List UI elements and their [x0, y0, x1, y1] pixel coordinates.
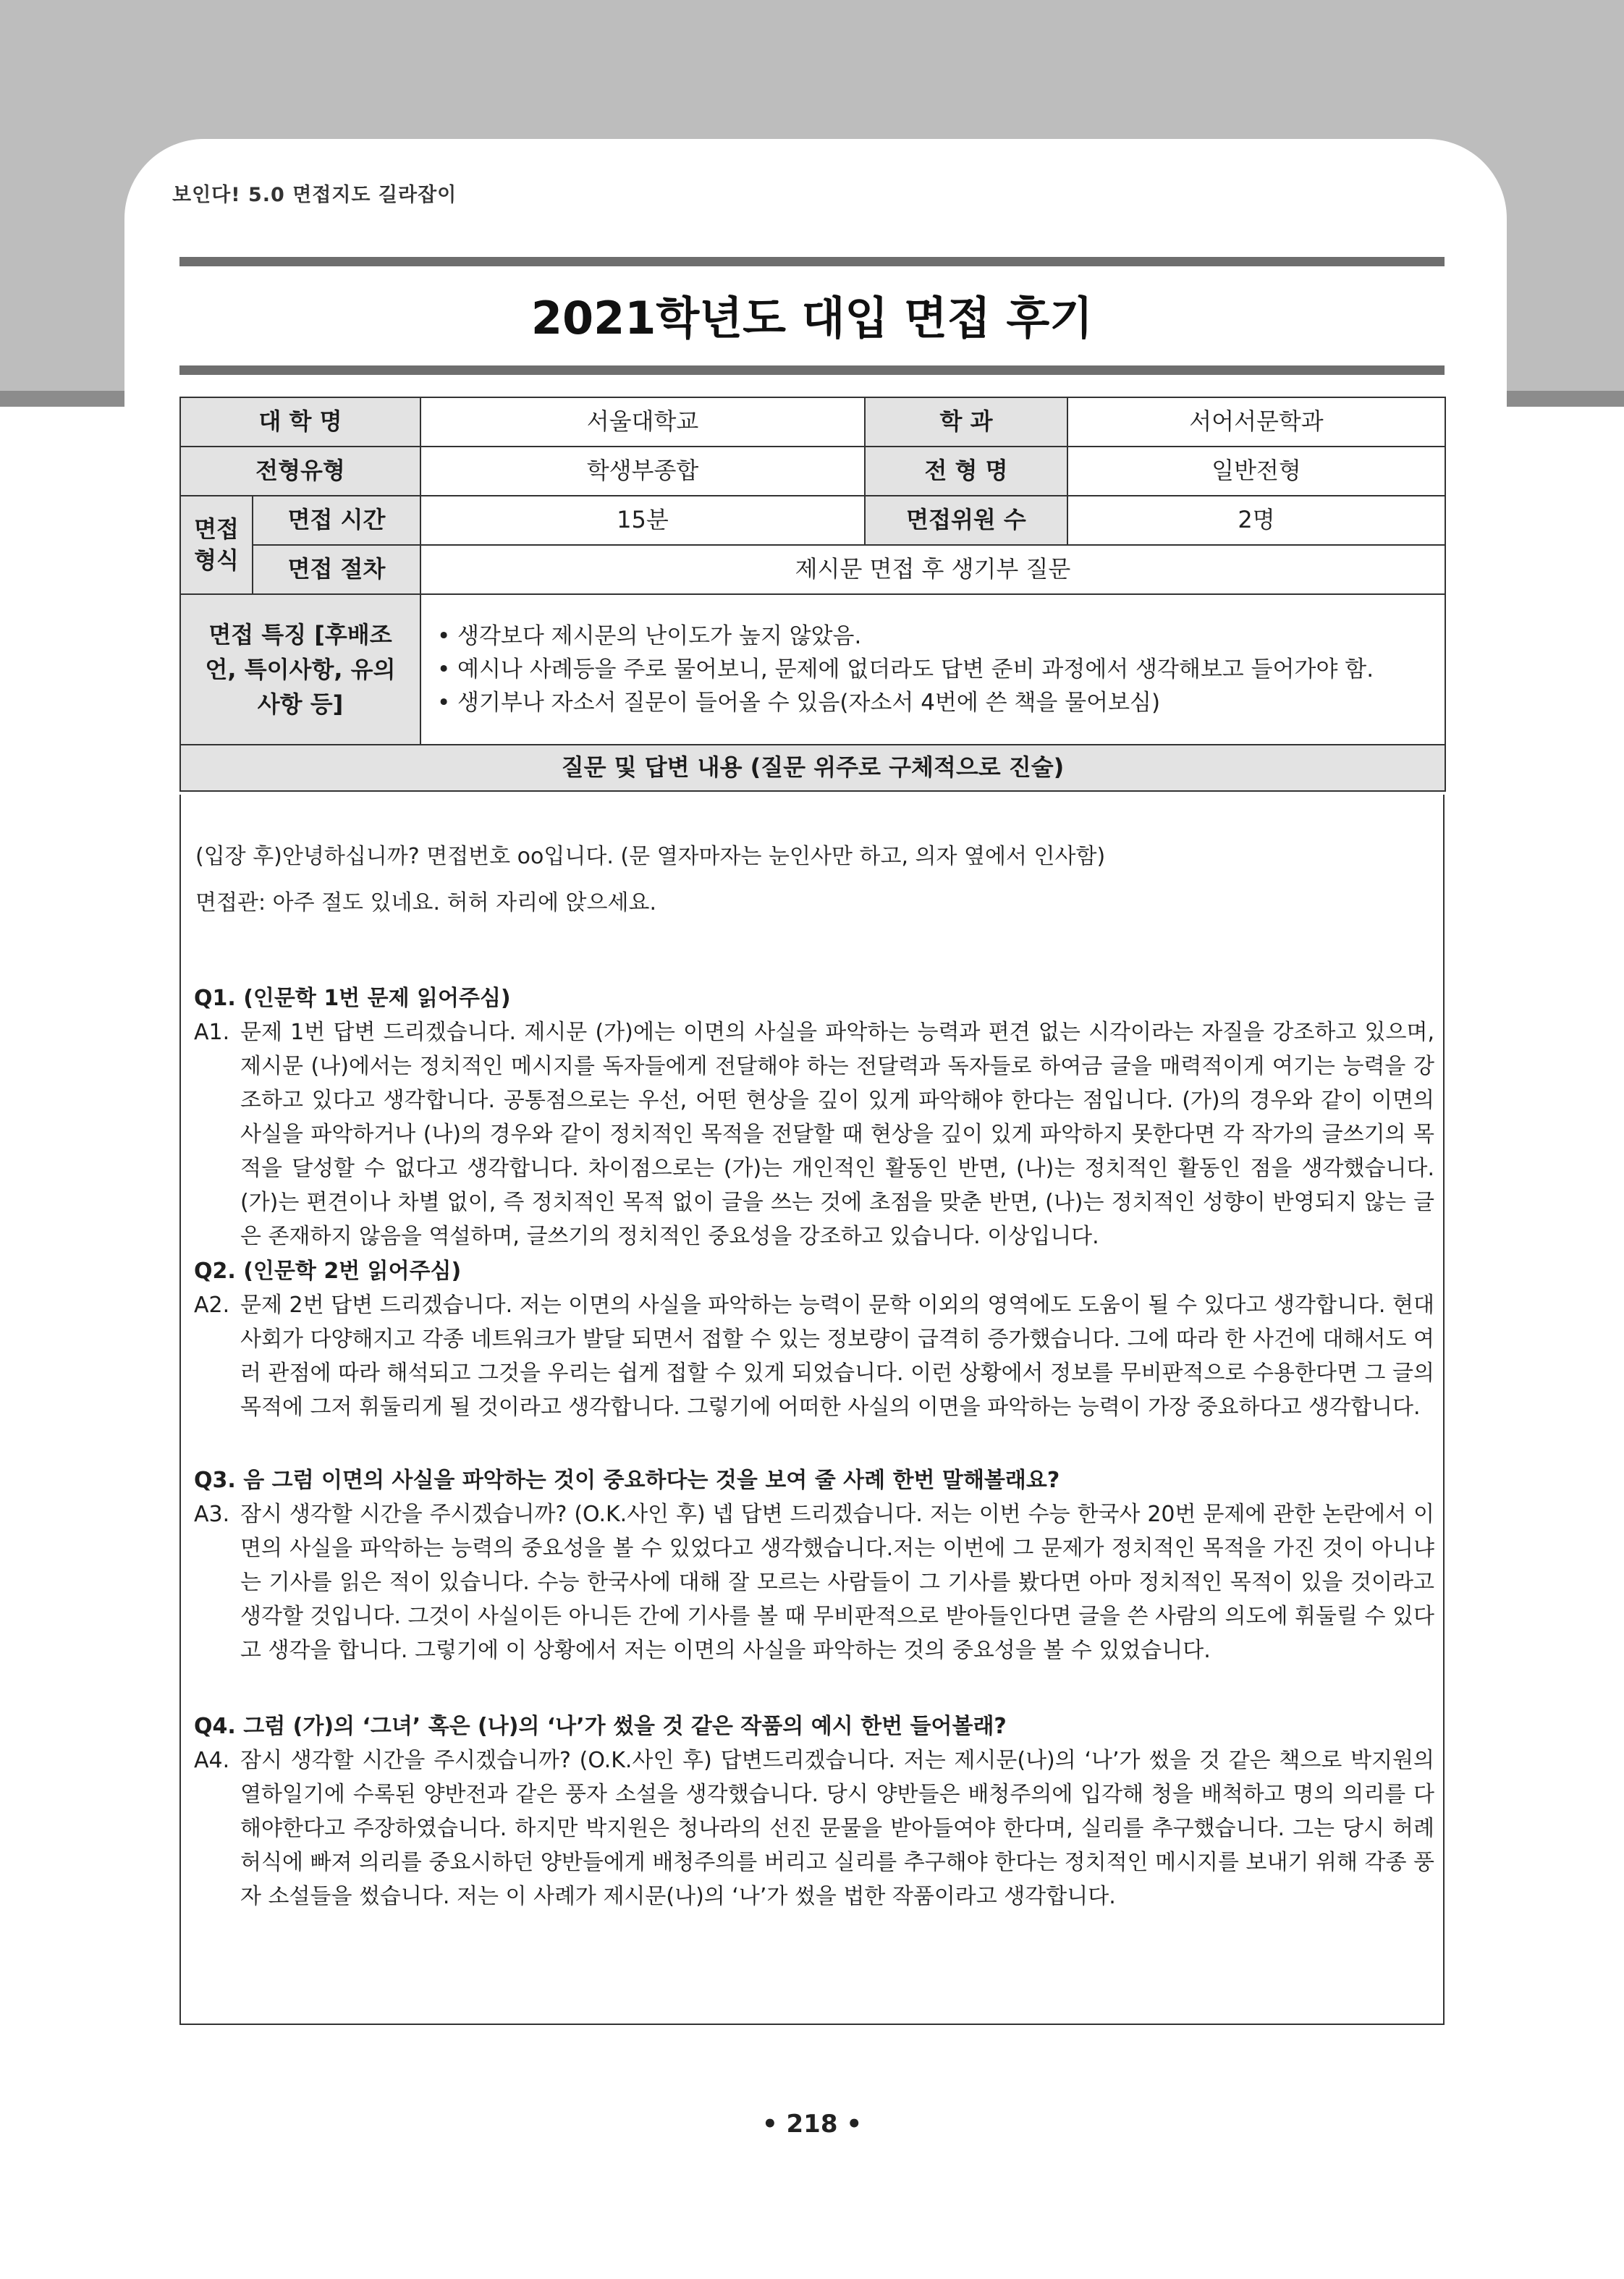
answer-1: [194, 1015, 1434, 1253]
procedure-label: 면접 절차: [253, 545, 420, 594]
type-label: 전형유형: [180, 447, 420, 496]
interview-info-table: [179, 397, 1446, 792]
page-title: 2021학년도 대입 면접 후기: [530, 292, 1094, 344]
question-4: Q4. 그럼 (가)의 ‘그녀’ 혹은 (나)의 ‘나’가 썼을 것 같은 작품의 예시 한번 들어볼래?: [194, 1714, 1007, 1739]
qa-block-1: [194, 981, 1434, 1253]
table-row: [180, 745, 1445, 791]
intro-line-2: 면접관: 아주 절도 있네요. 허허 자리에 앉으세요.: [195, 890, 657, 916]
features-cell: [420, 594, 1445, 745]
answer-label: A3.: [194, 1502, 230, 1527]
university-label: 대 학 명: [180, 397, 420, 447]
table-row: [180, 496, 1445, 545]
page-number: • 218 •: [761, 2110, 863, 2139]
track-label: 전 형 명: [865, 447, 1067, 496]
answer-text: 문제 2번 답변 드리겠습니다. 저는 이면의 사실을 파악하는 능력이 문학 이외의 영역에도 도움이 될 수 있다고 생각합니다. 현대 사회가 다양해지고 각종 네트워크가 발달 되면서 접할 수 있는 정보량이 급격히 증가했습니다. 그에 따라 한 사건에 대해서도 여러 관점에 따라 해석되고 그것을 우리는 쉽게 접할 수 있게 되었습니다. 이런 상황에서 정보를 무비판적으로 수용한다면 그 글의 목적에 그저 휘둘리게 될 것이라고 생각합니다. 그렇기에 어떠한 사실의 이면을 파악하는 능력이 가장 중요하다고 생각합니다.: [240, 1293, 1434, 1420]
features-label: 면접 특징 [후배조언, 특이사항, 유의사항 등]: [180, 594, 420, 745]
format-label: 면접 형식: [180, 496, 253, 594]
answer-4: [194, 1743, 1434, 1914]
right-accent-bar: [1501, 391, 1624, 407]
university-value: 서울대학교: [420, 397, 865, 447]
features-list: [433, 620, 1433, 719]
qa-block-3: [194, 1463, 1434, 1667]
answer-text: 잠시 생각할 시간을 주시겠습니까? (O.K.사인 후) 넵 답변 드리겠습니다. 저는 이번 수능 한국사 20번 문제에 관한 논란에서 이면의 사실을 파악하는 능력의 중요성을 볼 수 있었다고 생각했습니다.저는 이번에 그 문제가 정치적인 목적을 가진 것이 아니냐는 기사를 읽은 적이 있습니다. 수능 한국사에 대해 잘 모르는 사람들이 그 기사를 봤다면 아마 정치적인 목적이 있을 것이라고 생각할 것입니다. 그것이 사실이든 아니든 간에 기사를 볼 때 무비판적으로 받아들인다면 글을 쓴 사람의 의도에 휘둘릴 수 있다고 생각을 합니다. 그렇기에 이 상황에서 저는 이면의 사실을 파악하는 것의 중요성을 볼 수 있었습니다.: [240, 1502, 1434, 1663]
interviewers-label: 면접위원 수: [865, 496, 1067, 545]
track-value: 일반전형: [1067, 447, 1445, 496]
qa-block-4: [194, 1709, 1434, 1914]
qa-block-2: [194, 1254, 1434, 1424]
question-3: Q3. 음 그럼 이면의 사실을 파악하는 것이 중요하다는 것을 보여 줄 사례 한번 말해볼래요?: [194, 1468, 1060, 1493]
list-item: • 예시나 사례등을 주로 물어보니, 문제에 없더라도 답변 준비 과정에서 생각해보고 들어가야 함.: [433, 653, 1433, 686]
intro-line-1: (입장 후)안녕하십니까? 면접번호 oo입니다. (문 열자마자는 눈인사만 하고, 의자 옆에서 인사함): [195, 844, 1106, 869]
answer-label: A2.: [194, 1293, 230, 1318]
answer-label: A4.: [194, 1748, 230, 1773]
question-1: Q1. (인문학 1번 문제 읽어주심): [194, 986, 511, 1011]
left-accent-bar: [0, 391, 138, 407]
time-label: 면접 시간: [253, 496, 420, 545]
question-2: Q2. (인문학 2번 읽어주심): [194, 1259, 462, 1284]
title-rule-top: [179, 257, 1445, 266]
type-value: 학생부종합: [420, 447, 865, 496]
qa-section-header: 질문 및 답변 내용 (질문 위주로 구체적으로 진술): [180, 745, 1445, 791]
answer-3: [194, 1497, 1434, 1667]
list-item: • 생각보다 제시문의 난이도가 높지 않았음.: [433, 620, 1433, 653]
list-item: • 생기부나 자소서 질문이 들어올 수 있음(자소서 4번에 쓴 책을 물어보심): [433, 686, 1433, 719]
title-rule-bottom: [179, 365, 1445, 375]
dept-label: 학 과: [865, 397, 1067, 447]
table-row: [180, 545, 1445, 594]
answer-2: [194, 1288, 1434, 1424]
time-value: 15분: [420, 496, 865, 545]
answer-label: A1.: [194, 1020, 230, 1045]
interviewers-value: 2명: [1067, 496, 1445, 545]
running-head: 보인다! 5.0 면접지도 길라잡이: [172, 184, 457, 206]
table-row: [180, 397, 1445, 447]
procedure-value: 제시문 면접 후 생기부 질문: [420, 545, 1445, 594]
answer-text: 잠시 생각할 시간을 주시겠습니까? (O.K.사인 후) 답변드리겠습니다. 저는 제시문(나)의 ‘나’가 썼을 것 같은 책으로 박지원의 열하일기에 수록된 양반전과 같은 풍자 소설을 생각했습니다. 당시 양반들은 배청주의에 입각해 청을 배척하고 명의 의리를 다해야한다고 주장하였습니다. 하지만 박지원은 청나라의 선진 문물을 받아들여야 한다며, 실리를 추구했습니다. 그는 당시 허례허식에 빠져 의리를 중요시하던 양반들에게 배청주의를 버리고 실리를 추구해야 한다는 정치적인 메시지를 보내기 위해 각종 풍자 소설들을 썼습니다. 저는 이 사례가 제시문(나)의 ‘나’가 썼을 법한 작품이라고 생각합니다.: [240, 1748, 1435, 1909]
table-row: [180, 447, 1445, 496]
answer-text: 문제 1번 답변 드리겠습니다. 제시문 (가)에는 이면의 사실을 파악하는 능력과 편견 없는 시각이라는 자질을 강조하고 있으며, 제시문 (나)에서는 정치적인 메시지를 독자들에게 전달해야 하는 전달력과 독자들로 하여금 글을 매력적이게 여기는 능력을 강조하고 있다고 생각합니다. 공통점으로는 우선, 어떤 현상을 깊이 있게 파악해야 한다는 점입니다. (가)의 경우와 같이 이면의 사실을 파악하거나 (나)의 경우와 같이 정치적인 목적을 전달할 때 현상을 깊이 있게 파악하지 못한다면 각 작가의 글쓰기의 목적을 달성할 수 없다고 생각합니다. 차이점으로는 (가)는 개인적인 활동인 반면, (나)는 정치적인 활동인 점을 생각했습니다. (가)는 편견이나 차별 없이, 즉 정치적인 목적 없이 글을 쓰는 것에 초점을 맞춘 반면, (나)는 정치적인 성향이 반영되지 않는 글은 존재하지 않음을 역설하며, 글쓰기의 정치적인 중요성을 강조하고 있습니다. 이상입니다.: [240, 1020, 1434, 1249]
dept-value: 서어서문학과: [1067, 397, 1445, 447]
table-row: [180, 594, 1445, 745]
